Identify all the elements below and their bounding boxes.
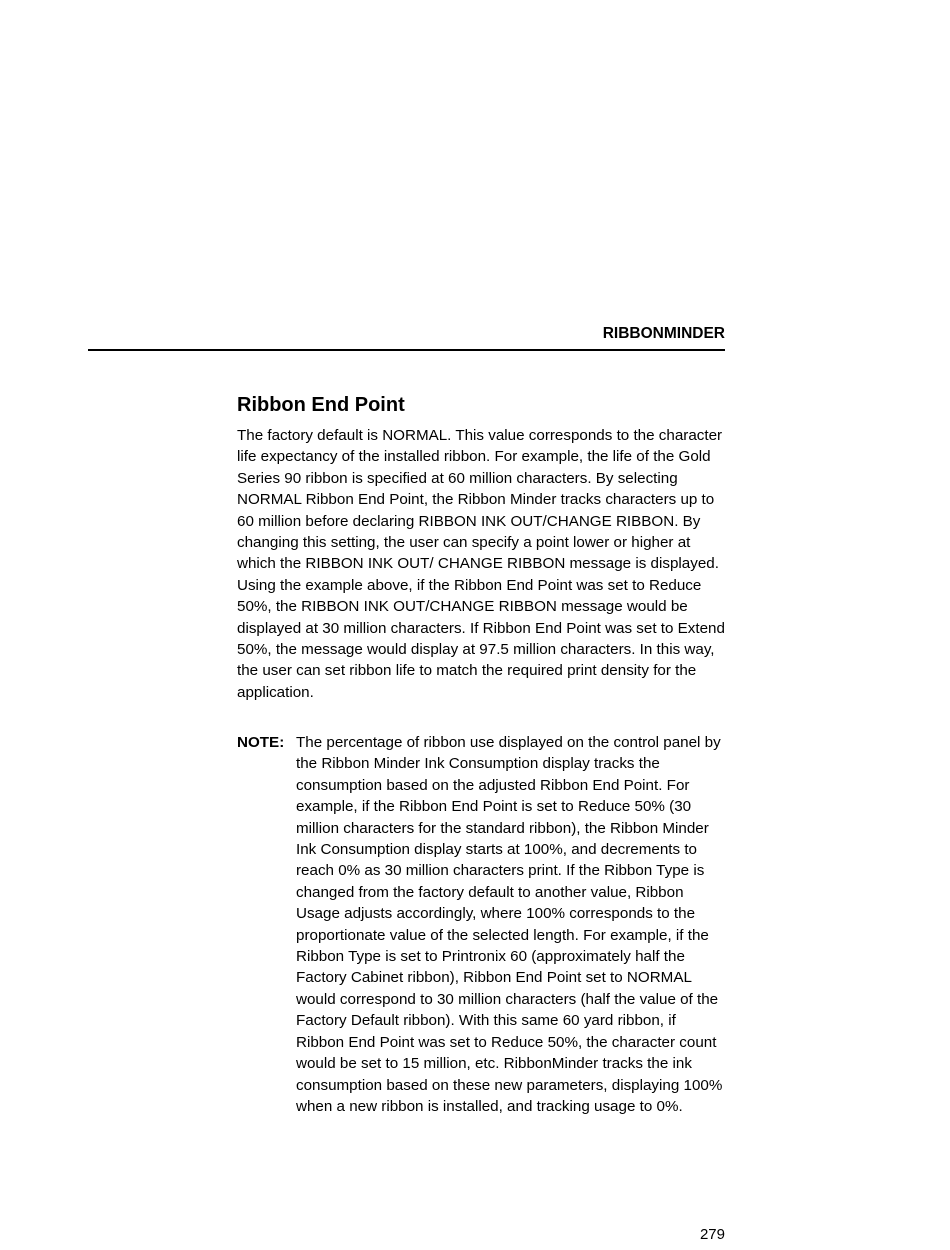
body-paragraph: The factory default is NORMAL. This value corresponds to the character life expectancy of the installed ribbon. For example, the life of the Gold Series 90 ribbon is specified at 60 million characters. By selecting NORMAL Ribbon End Point, the Ribbon Minder tracks characters up to 60 million before declaring RIBBON INK OUT/CHANGE RIBBON. By changing this setting, the user can specify a point lower or higher at which the RIBBON INK OUT/ CHANGE RIBBON message is displayed. Using the example above, if the Ribbon End Point was set to Reduce 50%, the RIBBON INK OUT/CHANGE RIBBON message would be displayed at 30 million characters. If Ribbon End Point was set to Extend 50%, the message would display at 97.5 million characters. In this way, the user can set ribbon life to match the required print density for the application. bbox=[237, 427, 725, 701]
note-block bbox=[237, 732, 727, 1117]
page-number: 279 bbox=[699, 1226, 725, 1243]
header-divider bbox=[88, 349, 725, 351]
note-label: NOTE: bbox=[237, 734, 285, 751]
running-header: RIBBONMINDER bbox=[602, 325, 725, 342]
section-title: Ribbon End Point bbox=[237, 394, 405, 416]
note-text: The percentage of ribbon use displayed on the control panel by the Ribbon Minder Ink Consumption display tracks the consumption based on the adjusted Ribbon End Point. For example, if the Ribbon End Point is set to Reduce 50% (30 million characters for the standard ribbon), the Ribbon Minder Ink Consumption display starts at 100%, and decrements to reach 0% as 30 million characters print. If the Ribbon Type is changed from the factory default to another value, Ribbon Usage adjusts accordingly, where 100% corresponds to the proportionate value of the selected length. For example, if the Ribbon Type is set to Printronix 60 (approximately half the Factory Cabinet ribbon), Ribbon End Point set to NORMAL would correspond to 30 million characters (half the value of the Factory Default ribbon). With this same 60 yard ribbon, if Ribbon End Point was set to Reduce 50%, the character count would be set to 15 million, etc. RibbonMinder tracks the ink consumption based on these new parameters, displaying 100% when a new ribbon is installed, and tracking usage to 0%. bbox=[296, 734, 723, 1115]
